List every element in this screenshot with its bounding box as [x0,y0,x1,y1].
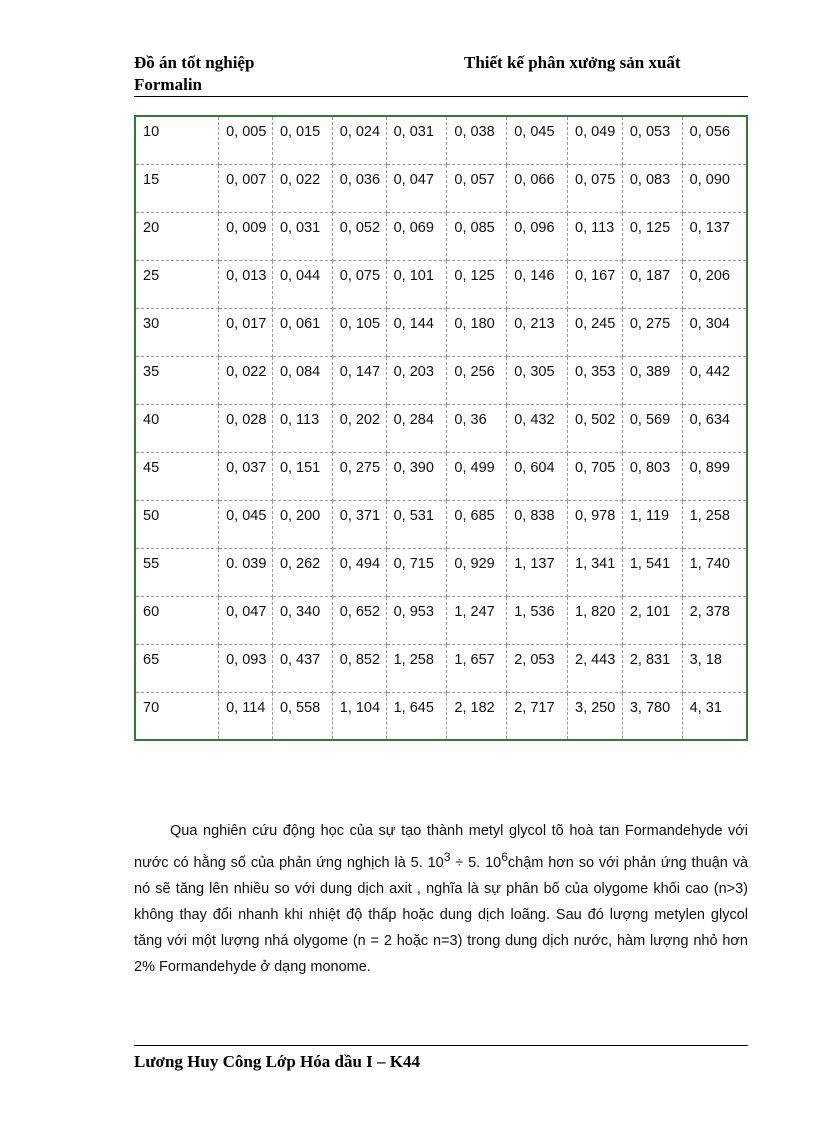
table-row-header-cell: 25 [135,260,219,308]
table-cell: 0, 044 [272,260,332,308]
table-cell: 0, 685 [447,500,507,548]
table-row [135,116,747,164]
table-cell: 1, 645 [386,692,447,740]
table-cell: 0, 202 [332,404,386,452]
table-cell: 0, 634 [682,404,747,452]
table-cell: 1, 657 [447,644,507,692]
table-cell: 0, 017 [219,308,273,356]
table-cell: 0, 305 [507,356,568,404]
paragraph-sup-2: 6 [501,850,508,864]
header-title: Đồ án tốt nghiệp [134,53,255,72]
table-cell: 0, 852 [332,644,386,692]
header-subtitle: Formalin [134,75,202,94]
table-cell: 0, 304 [682,308,747,356]
table-row-header-cell: 50 [135,500,219,548]
table-cell: 1, 258 [386,644,447,692]
table-cell: 0, 899 [682,452,747,500]
table-cell: 0, 015 [272,116,332,164]
table-cell: 1, 536 [507,596,568,644]
table-cell: 0, 953 [386,596,447,644]
table-cell: 3, 780 [622,692,682,740]
table-cell: 2, 378 [682,596,747,644]
table-cell: 0, 353 [568,356,623,404]
header-left [134,52,254,96]
table-cell: 0. 039 [219,548,273,596]
table-cell: 0, 069 [386,212,447,260]
table-cell: 0, 36 [447,404,507,452]
table-cell: 0, 187 [622,260,682,308]
data-table [134,115,748,741]
table-row [135,596,747,644]
table-cell: 0, 047 [386,164,447,212]
table-row-header-cell: 15 [135,164,219,212]
table-cell: 0, 013 [219,260,273,308]
table-cell: 0, 045 [507,116,568,164]
table-cell: 0, 499 [447,452,507,500]
table-row-header-cell: 65 [135,644,219,692]
table-cell: 2, 101 [622,596,682,644]
header-right-title: Thiết kế phân xưởng sản xuất [464,53,681,72]
table-row-header-cell: 60 [135,596,219,644]
table-row-header-cell: 35 [135,356,219,404]
footer-author: Lương Huy Công [134,1052,262,1071]
table-row [135,356,747,404]
table-cell: 0, 604 [507,452,568,500]
table-cell: 0, 049 [568,116,623,164]
table-cell: 0, 031 [272,212,332,260]
table-body [135,116,747,740]
table-row-header-cell: 20 [135,212,219,260]
table-cell: 0, 047 [219,596,273,644]
table-cell: 0, 052 [332,212,386,260]
table-row-header-cell: 55 [135,548,219,596]
table-cell: 0, 007 [219,164,273,212]
table-cell: 0, 838 [507,500,568,548]
table-row [135,260,747,308]
table-cell: 0, 061 [272,308,332,356]
table-cell: 0, 005 [219,116,273,164]
table-cell: 0, 442 [682,356,747,404]
table-cell: 0, 275 [622,308,682,356]
table-cell: 0, 389 [622,356,682,404]
table-cell: 0, 022 [272,164,332,212]
table-row [135,404,747,452]
table-cell: 1, 137 [507,548,568,596]
table-cell: 0, 929 [447,548,507,596]
table-row-header-cell: 45 [135,452,219,500]
table-cell: 0, 101 [386,260,447,308]
table-cell: 2, 717 [507,692,568,740]
table-cell: 1, 258 [682,500,747,548]
table-cell: 0, 371 [332,500,386,548]
table-cell: 0, 340 [272,596,332,644]
table-cell: 0, 085 [447,212,507,260]
table-row-header-cell: 10 [135,116,219,164]
table-cell: 0, 978 [568,500,623,548]
table-cell: 0, 146 [507,260,568,308]
table-cell: 2, 182 [447,692,507,740]
table-cell: 0, 705 [568,452,623,500]
table-cell: 0, 531 [386,500,447,548]
table-cell: 0, 096 [507,212,568,260]
table-cell: 0, 057 [447,164,507,212]
table-cell: 0, 113 [272,404,332,452]
table-cell: 0, 105 [332,308,386,356]
table-cell: 0, 045 [219,500,273,548]
paragraph-text-3: chậm hơn so với phản ứng thuận và nó sẽ tăng lên nhiều so với dung dịch axit , nghĩa là sự phân bố của olygome khối cao (n>3) không thay đổi nhanh khi nhiệt độ thấp hoặc dung dịch loãng. Sau đó lượng metylen glycol tăng với một lượng nhá olygome (n = 2 hoặc n=3) trong dung dịch nước, hàm lượng nhỏ hơn 2% Formandehyde ở dạng monome. [134,854,749,975]
table-cell: 0, 125 [622,212,682,260]
table-cell: 0, 256 [447,356,507,404]
table-cell: 0, 144 [386,308,447,356]
table-cell: 1, 104 [332,692,386,740]
table-cell: 0, 494 [332,548,386,596]
table-cell: 0, 147 [332,356,386,404]
table-row [135,644,747,692]
table-cell: 2, 443 [568,644,623,692]
table-cell: 0, 715 [386,548,447,596]
table-cell: 0, 652 [332,596,386,644]
table-cell: 0, 090 [682,164,747,212]
table-row [135,548,747,596]
table-cell: 2, 831 [622,644,682,692]
footer-class: Lớp Hóa dầu I – K44 [265,1052,421,1071]
table-cell: 0, 213 [507,308,568,356]
table-cell: 0, 125 [447,260,507,308]
table-cell: 0, 022 [219,356,273,404]
table-cell: 0, 803 [622,452,682,500]
table-cell: 0, 432 [507,404,568,452]
table-row [135,164,747,212]
table-cell: 1, 341 [568,548,623,596]
body-paragraph [134,818,748,980]
table-cell: 0, 437 [272,644,332,692]
table-cell: 0, 114 [219,692,273,740]
table-cell: 0, 151 [272,452,332,500]
table-cell: 0, 502 [568,404,623,452]
table-cell: 0, 093 [219,644,273,692]
table-cell: 0, 569 [622,404,682,452]
table-cell: 1, 119 [622,500,682,548]
table-cell: 0, 284 [386,404,447,452]
table-cell: 0, 036 [332,164,386,212]
table-cell: 0, 024 [332,116,386,164]
table-cell: 0, 113 [568,212,623,260]
table-row-header-cell: 70 [135,692,219,740]
table-cell: 3, 18 [682,644,747,692]
table-cell: 0, 390 [386,452,447,500]
table-cell: 0, 037 [219,452,273,500]
table-cell: 2, 053 [507,644,568,692]
page-header [134,52,748,97]
table-cell: 0, 245 [568,308,623,356]
table-cell: 0, 084 [272,356,332,404]
table-row [135,212,747,260]
table-cell: 0, 075 [332,260,386,308]
table-cell: 0, 275 [332,452,386,500]
table-cell: 1, 541 [622,548,682,596]
table-cell: 0, 206 [682,260,747,308]
page-footer [134,1045,748,1072]
table-cell: 0, 083 [622,164,682,212]
table-cell: 0, 053 [622,116,682,164]
table-cell: 1, 740 [682,548,747,596]
table-row-header-cell: 30 [135,308,219,356]
paragraph-text-2: ÷ 5. 10 [450,854,502,871]
table-cell: 0, 262 [272,548,332,596]
table-cell: 4, 31 [682,692,747,740]
table-row [135,500,747,548]
table-cell: 0, 056 [682,116,747,164]
table-cell: 0, 031 [386,116,447,164]
table-cell: 0, 028 [219,404,273,452]
table-row [135,692,747,740]
paragraph-text-1: Qua nghiên cứu động học của sự tạo thành metyl glycol tõ hoà tan Formandehyde với nước có hằng số của phản ứng nghịch là 5. 10 [134,823,748,871]
table-cell: 0, 009 [219,212,273,260]
table-cell: 1, 247 [447,596,507,644]
table-cell: 1, 820 [568,596,623,644]
table-cell: 0, 038 [447,116,507,164]
table-cell: 0, 066 [507,164,568,212]
table-cell: 0, 167 [568,260,623,308]
table-row-header-cell: 40 [135,404,219,452]
table-cell: 0, 180 [447,308,507,356]
table-cell: 0, 200 [272,500,332,548]
table-row [135,308,747,356]
table-cell: 0, 137 [682,212,747,260]
table-cell: 0, 203 [386,356,447,404]
paragraph-sup-1: 3 [443,850,451,864]
table-cell: 0, 558 [272,692,332,740]
table-row [135,452,747,500]
table-cell: 0, 075 [568,164,623,212]
table-cell: 3, 250 [568,692,623,740]
